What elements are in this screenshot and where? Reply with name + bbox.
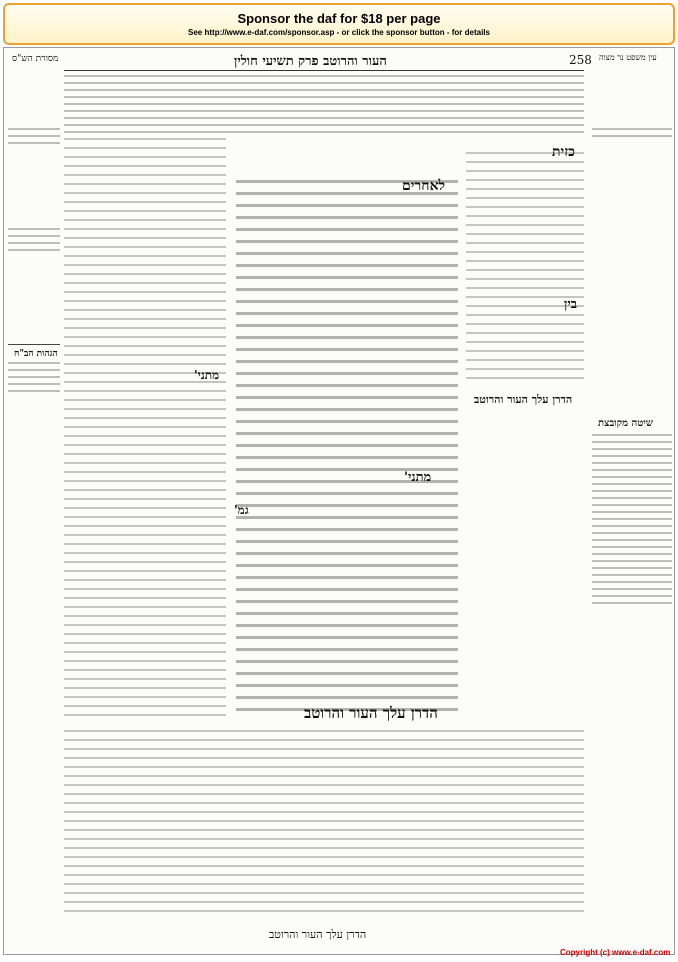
tosafot-mishnah-word: מתני' [194,368,220,382]
gemara-main-text [236,180,458,728]
main-mishnah-word: מתני' [404,470,432,485]
rashi-hadran: הדרן עלך העור והרוטב [474,393,573,406]
margin-label-right: עין משפט נר מצוה [599,53,657,62]
masoret-notes-2 [8,228,60,268]
top-commentary-text [64,75,584,135]
rashi-column-text [466,152,584,390]
ein-mishpat-text [592,128,672,144]
masoret-notes [8,128,60,148]
page-number: 258 [569,53,592,67]
main-opening-word: לאחרים [402,178,446,194]
rashi-opening-word: כזית [552,144,575,160]
copyright-notice[interactable]: Copyright (c) www.e-daf.com [560,948,671,957]
tosafot-column-text [64,138,226,726]
sponsor-title: Sponsor the daf for $18 per page [237,11,441,26]
hagahot-habach-title: הגהות הב"ח [14,349,58,359]
talmud-page [3,47,675,955]
sponsor-banner[interactable] [3,3,675,45]
sponsor-subtitle: See http://www.e-daf.com/sponsor.asp - or click the sponsor button - for details [188,28,490,37]
shita-mekubetzet-text [592,434,672,614]
hagahot-habach-text [8,362,60,402]
bottom-commentary-text [64,730,584,915]
page-title: העור והרוטב פרק תשיעי חולין [234,54,387,69]
shita-mekubetzet-title: שיטה מקובצת [598,418,653,429]
main-gemara-word: גמ' [234,503,249,517]
margin-label-left: מסורת הש"ס [12,54,59,64]
rashi-second-word: בין [564,297,577,312]
header-rule [64,70,584,71]
bottom-hadran: הדרן עלך העור והרוטב [269,928,367,941]
margin-separator [8,344,60,345]
main-hadran: הדרן עלך העור והרוטב [304,704,438,722]
